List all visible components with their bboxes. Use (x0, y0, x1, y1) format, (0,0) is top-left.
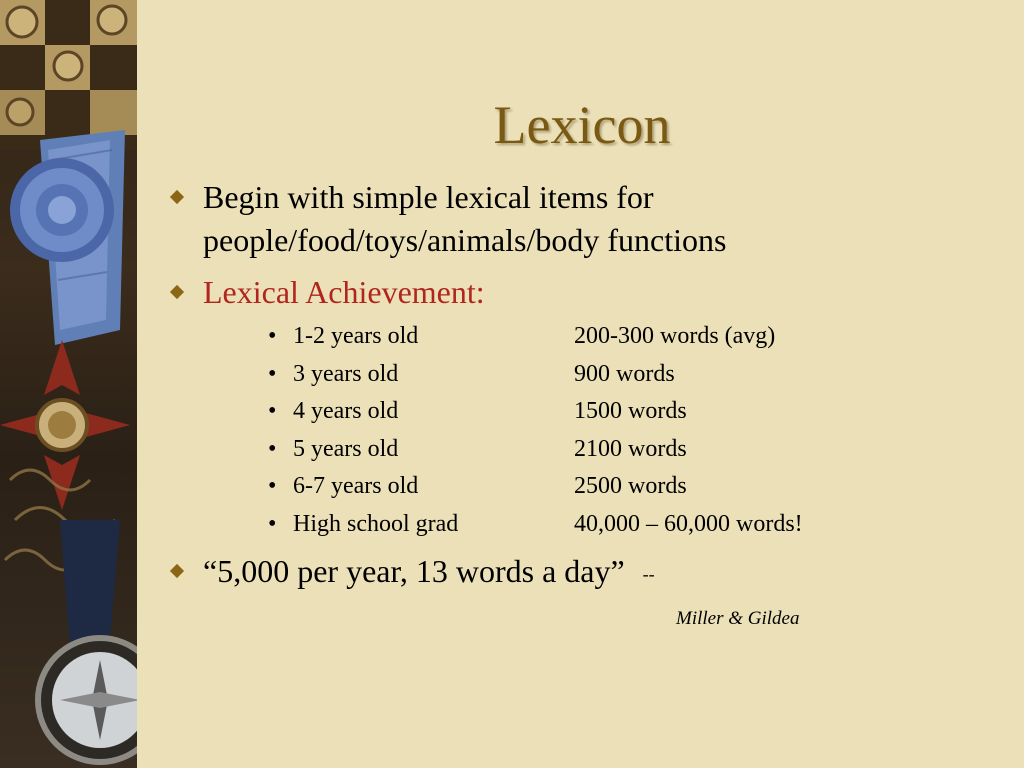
word-count: 200-300 words (avg) (574, 323, 776, 349)
diamond-bullet-icon (170, 564, 184, 578)
word-count: 2500 words (574, 473, 687, 499)
bullet-item-quote (168, 550, 655, 596)
age-label: 6-7 years old (293, 473, 419, 499)
age-label: 4 years old (293, 398, 399, 424)
achievement-row (268, 506, 968, 544)
bullet-item (168, 176, 1008, 262)
achievement-list (268, 318, 968, 543)
slide-title: Lexicon (493, 95, 671, 155)
quote-dashes: -- (642, 564, 655, 585)
age-label: 5 years old (293, 435, 399, 462)
achievement-row (268, 431, 968, 469)
word-count: 1500 words (574, 398, 687, 424)
medal-and-compass-photo (0, 0, 137, 768)
achievement-row (268, 468, 968, 506)
dot-bullet-icon: • (268, 473, 277, 499)
dot-bullet-icon: • (268, 360, 277, 387)
achievement-row (268, 393, 968, 431)
quote-attribution: Miller & Gildea (676, 608, 800, 629)
decorative-photo-strip (0, 0, 137, 768)
achievement-row (268, 356, 968, 394)
achievement-row (268, 318, 968, 356)
word-count: 2100 words (574, 435, 687, 462)
dot-bullet-icon: • (268, 323, 277, 349)
bullet-item-highlight (168, 271, 485, 314)
age-label: 1-2 years old (293, 323, 419, 349)
age-label: High school grad (293, 510, 459, 537)
quote-text: “5,000 per year, 13 words a day” (203, 553, 625, 589)
dot-bullet-icon: • (268, 435, 277, 462)
diamond-bullet-icon (170, 190, 184, 204)
diamond-bullet-icon (170, 285, 184, 299)
word-count: 900 words (574, 360, 675, 387)
bullet-text: Lexical Achievement: (203, 274, 485, 310)
dot-bullet-icon: • (268, 510, 277, 537)
age-label: 3 years old (293, 360, 399, 387)
word-count: 40,000 – 60,000 words! (574, 510, 803, 537)
dot-bullet-icon: • (268, 398, 277, 424)
bullet-text: Begin with simple lexical items for people/food/toys/animals/body functions (203, 179, 727, 258)
